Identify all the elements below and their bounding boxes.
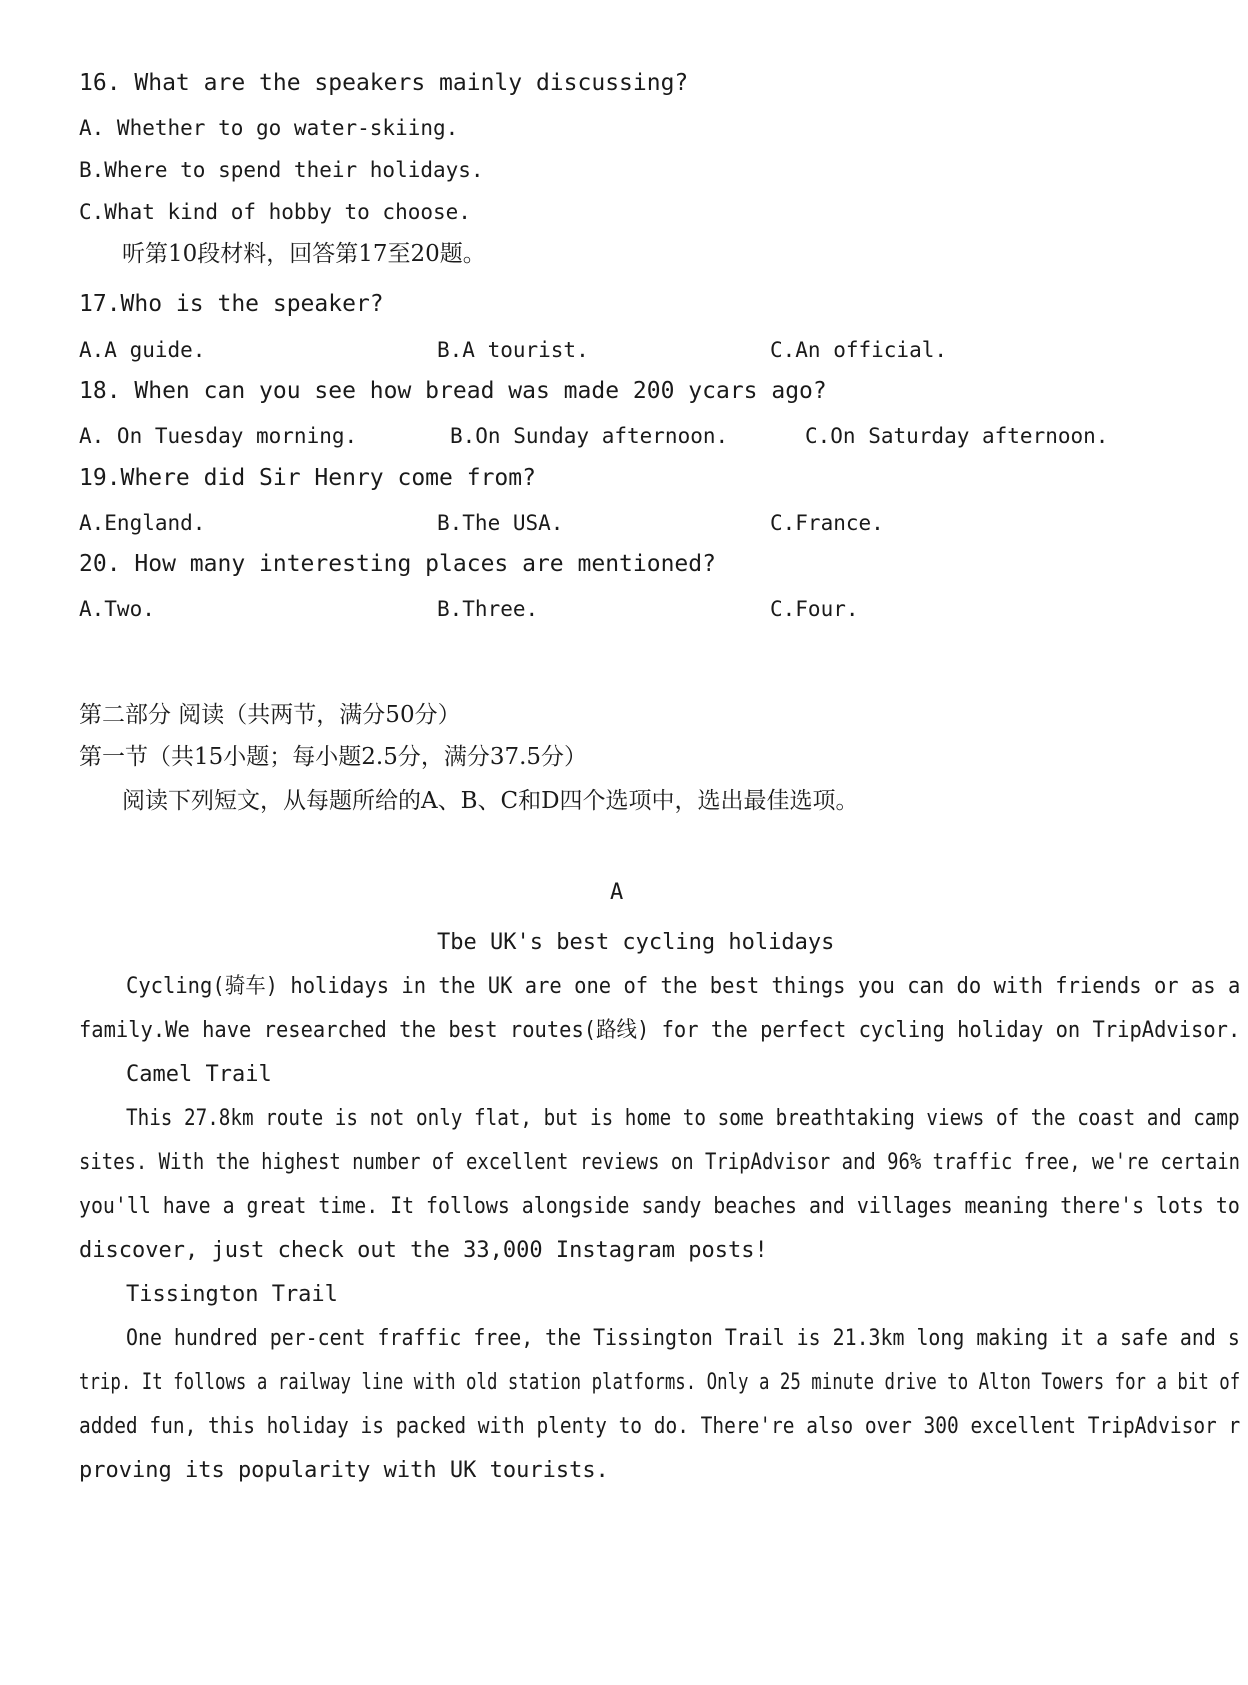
q20-option-b: B.Three. bbox=[437, 597, 539, 621]
passage-line: Cycling(骑车) holidays in the UK are one of the best things you can do with friends or as a bbox=[126, 974, 1241, 999]
reading-instruction: 阅读下列短文，从每题所给的A、B、C和D四个选项中，选出最佳选项。 bbox=[122, 788, 859, 814]
q19-option-b: B.The USA. bbox=[437, 511, 564, 535]
passage-line: This 27.8km route is not only flat, but is home to some breathtaking views of the coast and camp bbox=[126, 1106, 1240, 1131]
question-16: 16. What are the speakers mainly discussing? bbox=[79, 70, 689, 96]
passage-line: trip. It follows a railway line with old station platforms. Only a 25 minute drive to Alton Towers for a bit of bbox=[79, 1370, 1241, 1395]
subheading-tissington-trail: Tissington Trail bbox=[126, 1282, 338, 1307]
q18-option-a: A. On Tuesday morning. bbox=[79, 424, 358, 448]
passage-line: sites. With the highest number of excellent reviews on TripAdvisor and 96% traffic free, we're certain bbox=[79, 1150, 1241, 1175]
passage-title: Tbe UK's best cycling holidays bbox=[437, 930, 835, 955]
q17-option-c: C.An official. bbox=[770, 338, 948, 362]
q16-option-a: A. Whether to go water-skiing. bbox=[79, 116, 459, 140]
question-19: 19.Where did Sir Henry come from? bbox=[79, 465, 536, 491]
question-18: 18. When can you see how bread was made 200 ycars ago? bbox=[79, 378, 827, 404]
q16-option-b: B.Where to spend their holidays. bbox=[79, 158, 484, 182]
q19-option-c: C.France. bbox=[770, 511, 884, 535]
q17-option-a: A.A guide. bbox=[79, 338, 206, 362]
passage-line: proving its popularity with UK tourists. bbox=[79, 1458, 609, 1483]
section-one-title: 第一节（共15小题；每小题2.5分，满分37.5分） bbox=[79, 744, 588, 770]
part-two-title: 第二部分 阅读（共两节，满分50分） bbox=[79, 702, 461, 728]
passage-line: family.We have researched the best routes(路线) for the perfect cycling holiday on TripAdvisor. bbox=[79, 1018, 1241, 1043]
q18-option-c: C.On Saturday afternoon. bbox=[805, 424, 1109, 448]
subheading-camel-trail: Camel Trail bbox=[126, 1062, 272, 1087]
q20-option-a: A.Two. bbox=[79, 597, 155, 621]
passage-letter: A bbox=[610, 880, 624, 905]
listening-instruction: 听第10段材料，回答第17至20题。 bbox=[122, 241, 486, 267]
q17-option-b: B.A tourist. bbox=[437, 338, 589, 362]
question-17: 17.Who is the speaker? bbox=[79, 291, 384, 317]
passage-line: added fun, this holiday is packed with plenty to do. There're also over 300 excellent TripAdvisor r bbox=[79, 1414, 1241, 1439]
question-20: 20. How many interesting places are mentioned? bbox=[79, 551, 716, 577]
q20-option-c: C.Four. bbox=[770, 597, 859, 621]
q16-option-c: C.What kind of hobby to choose. bbox=[79, 200, 471, 224]
passage-line: One hundred per-cent fraffic free, the Tissington Trail is 21.3km long making it a safe and s bbox=[126, 1326, 1240, 1351]
q18-option-b: B.On Sunday afternoon. bbox=[450, 424, 729, 448]
passage-line: discover, just check out the 33,000 Instagram posts! bbox=[79, 1238, 768, 1263]
passage-line: you'll have a great time. It follows alongside sandy beaches and villages meaning there's lots to bbox=[79, 1194, 1240, 1219]
q19-option-a: A.England. bbox=[79, 511, 206, 535]
